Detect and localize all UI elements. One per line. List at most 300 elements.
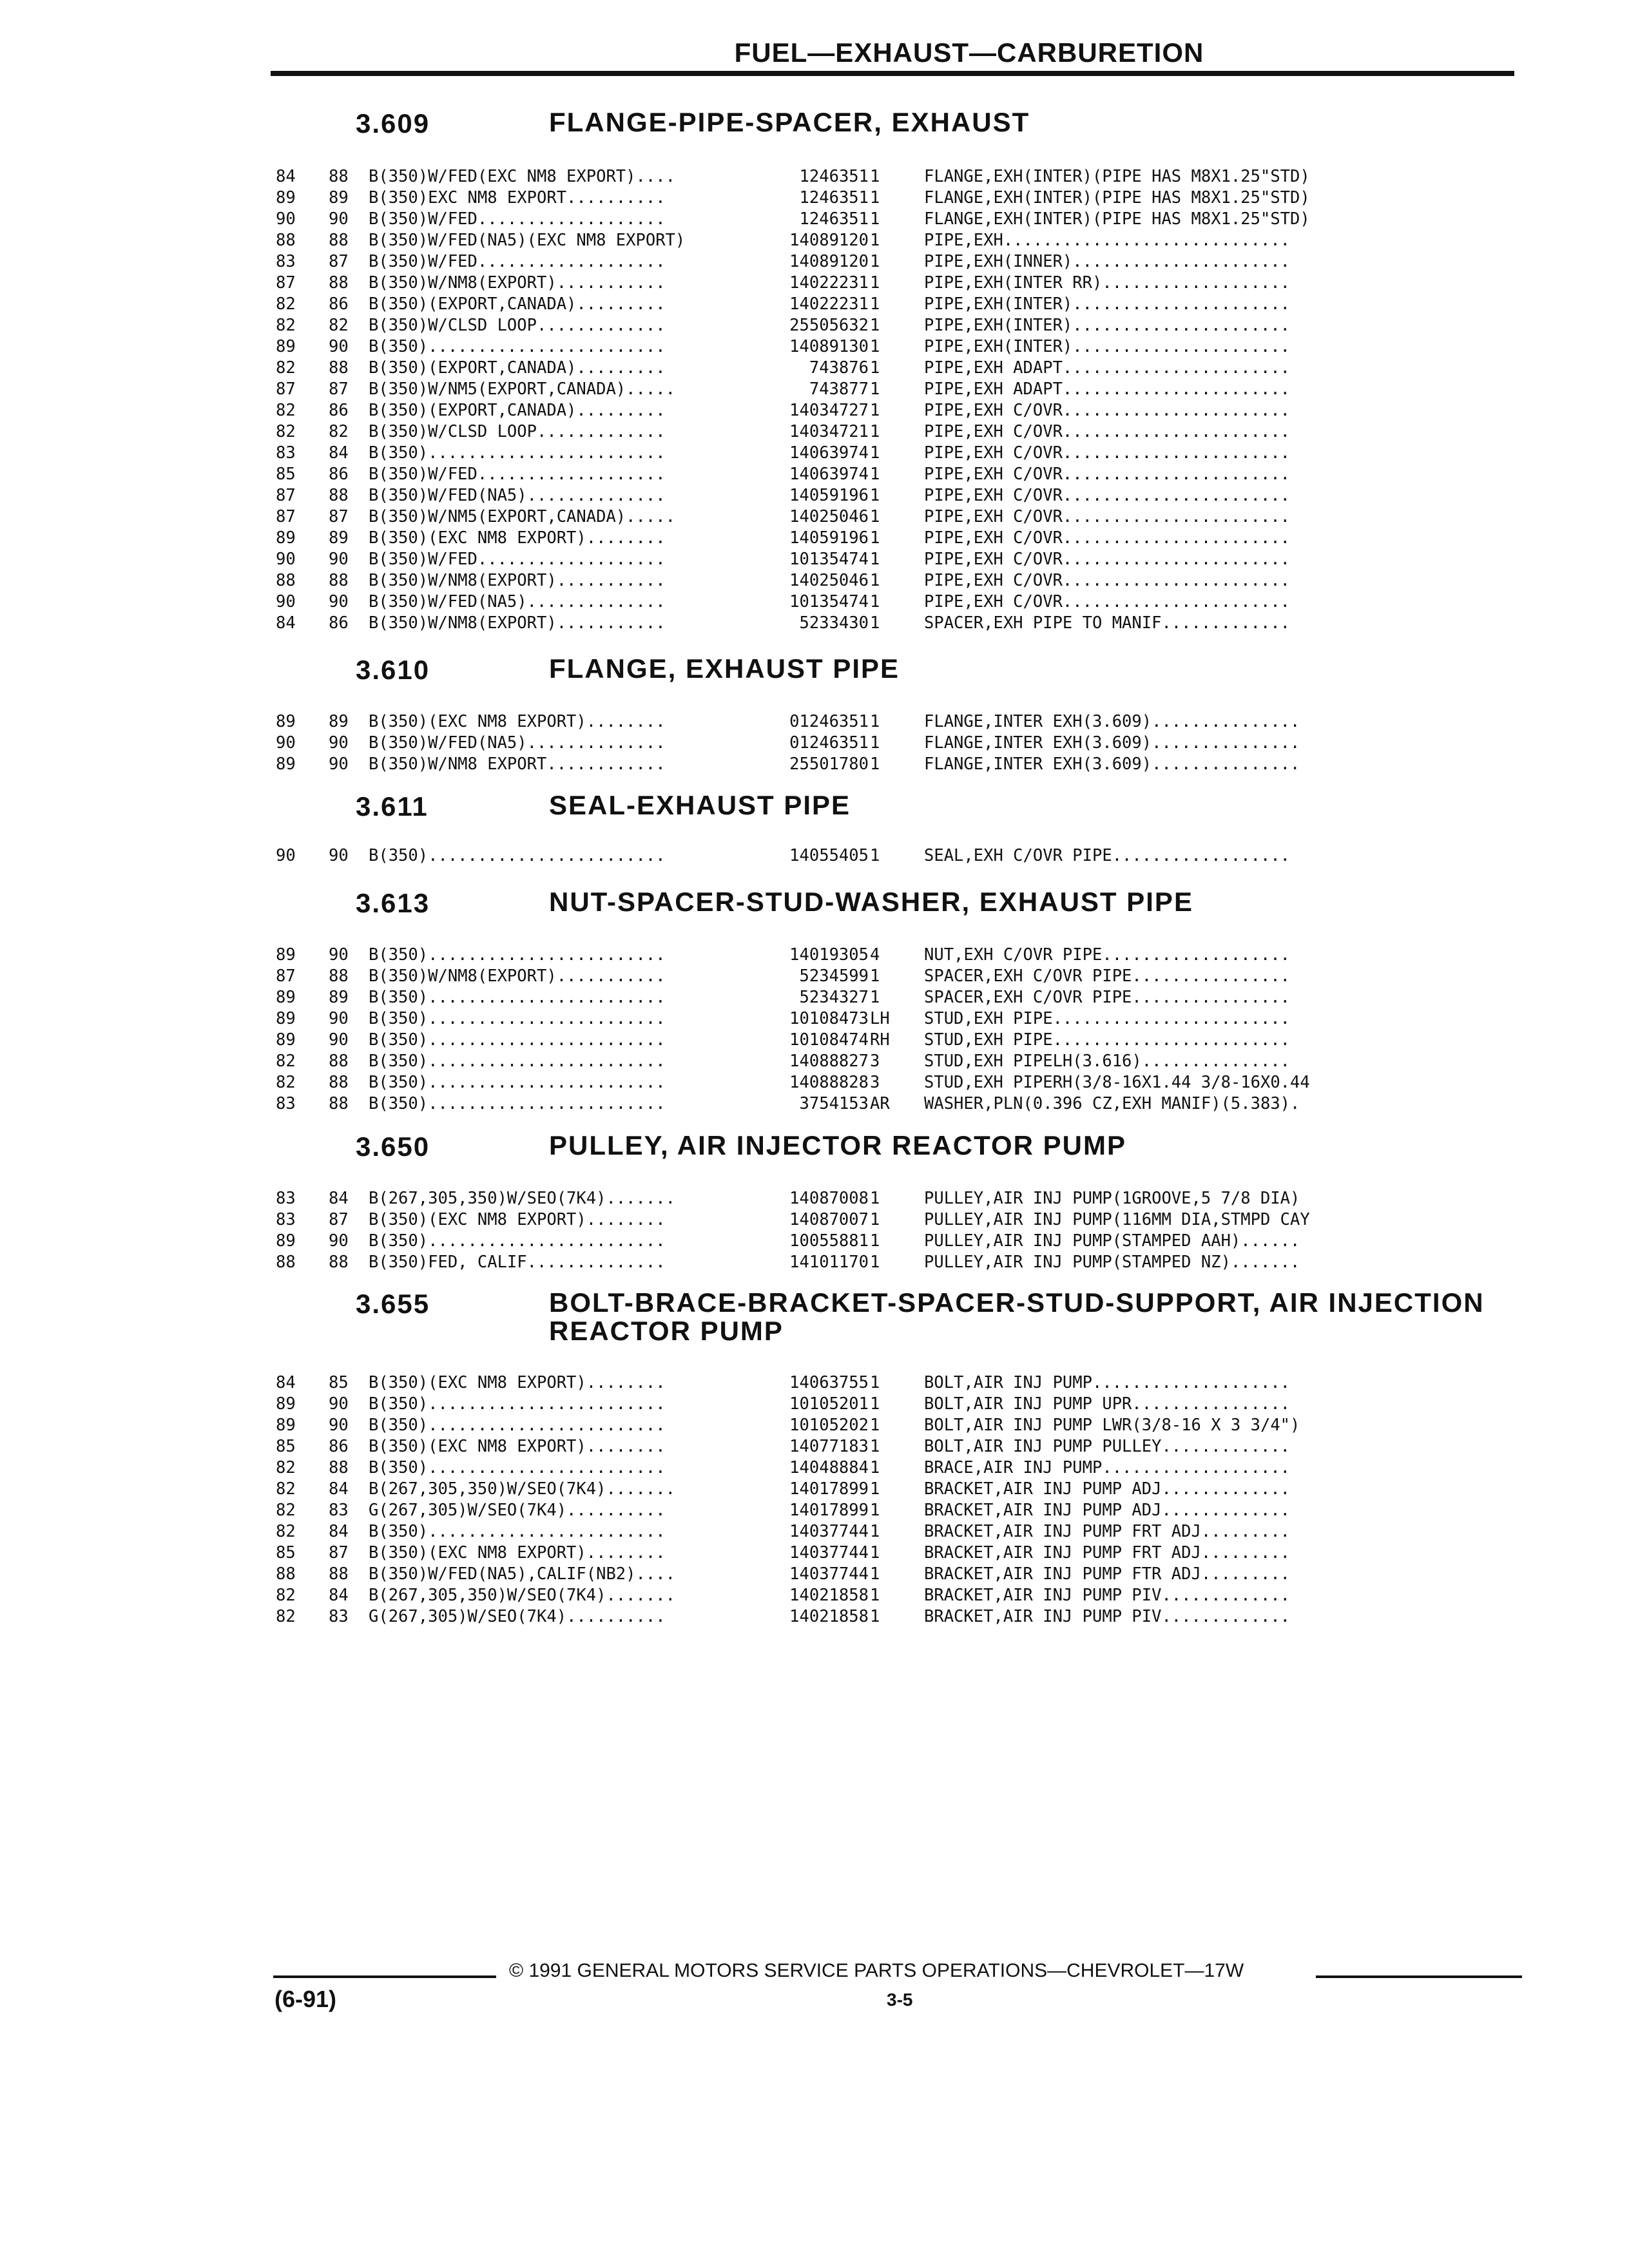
model-year-to: 88 — [329, 571, 349, 590]
part-number: 14037744 — [789, 1543, 869, 1562]
section-number: 3.655 — [356, 1289, 430, 1319]
table-row — [0, 1585, 1629, 1606]
model-year-from: 88 — [276, 571, 296, 590]
model-year-from: 82 — [276, 1522, 296, 1541]
part-number: 14101170 — [789, 1253, 869, 1272]
model-year-from: 87 — [276, 273, 296, 293]
table-row — [0, 506, 1629, 528]
quantity: 1 — [870, 1479, 880, 1499]
part-number: 14021858 — [789, 1586, 869, 1605]
part-number: 14022231 — [789, 294, 869, 314]
model-year-from: 84 — [276, 613, 296, 633]
table-row — [0, 711, 1629, 733]
description: FLANGE,EXH(INTER)(PIPE HAS M8X1.25"STD) — [924, 209, 1310, 229]
description: FLANGE,EXH(INTER)(PIPE HAS M8X1.25"STD) — [924, 167, 1310, 186]
application: B(350)........................ — [369, 1231, 666, 1251]
model-year-to: 86 — [329, 465, 349, 484]
table-row — [0, 1479, 1629, 1500]
description: STUD,EXH PIPE........................ — [924, 1009, 1291, 1028]
description: PIPE,EXH C/OVR....................... — [924, 592, 1291, 611]
footer-date-code: (6-91) — [275, 1986, 337, 2012]
part-number: 10135474 — [789, 550, 869, 569]
quantity: 1 — [870, 754, 880, 774]
model-year-from: 82 — [276, 316, 296, 335]
model-year-from: 90 — [276, 846, 296, 865]
model-year-from: 89 — [276, 1231, 296, 1251]
part-number: 14087008 — [789, 1189, 869, 1208]
table-row — [0, 1521, 1629, 1542]
model-year-to: 86 — [329, 1437, 349, 1456]
application: B(350)W/NM8(EXPORT)........... — [369, 571, 666, 590]
model-year-to: 87 — [329, 507, 349, 526]
model-year-to: 90 — [329, 337, 349, 356]
model-year-to: 90 — [329, 550, 349, 569]
quantity: AR — [870, 1094, 890, 1113]
model-year-from: 88 — [276, 231, 296, 250]
application: B(350)W/NM8(EXPORT)........... — [369, 273, 666, 293]
model-year-to: 86 — [329, 294, 349, 314]
model-year-from: 87 — [276, 507, 296, 526]
part-number: 10135474 — [789, 592, 869, 611]
table-row — [0, 733, 1629, 754]
model-year-from: 84 — [276, 1373, 296, 1392]
model-year-from: 82 — [276, 1479, 296, 1499]
quantity: 1 — [870, 231, 880, 250]
application: B(350)EXC NM8 EXPORT.......... — [369, 188, 666, 207]
quantity: 1 — [870, 1564, 880, 1584]
table-row — [0, 1394, 1629, 1415]
model-year-to: 90 — [329, 754, 349, 774]
section-number: 3.613 — [356, 888, 430, 918]
quantity: 1 — [870, 1543, 880, 1562]
description: PULLEY,AIR INJ PUMP(1GROOVE,5 7/8 DIA) — [924, 1189, 1300, 1208]
model-year-to: 86 — [329, 401, 349, 420]
description: STUD,EXH PIPE........................ — [924, 1030, 1291, 1050]
part-number: 14037744 — [789, 1564, 869, 1584]
model-year-to: 87 — [329, 1210, 349, 1229]
quantity: 3 — [870, 1073, 880, 1092]
application: B(350)(EXC NM8 EXPORT)........ — [369, 1210, 666, 1229]
table-row — [0, 336, 1629, 358]
part-number: 25505632 — [789, 316, 869, 335]
part-number: 1246351 — [799, 188, 869, 207]
quantity: RH — [870, 1030, 890, 1050]
model-year-from: 85 — [276, 1543, 296, 1562]
quantity: 1 — [870, 1394, 880, 1414]
application: B(350)........................ — [369, 988, 666, 1007]
model-year-from: 88 — [276, 1253, 296, 1272]
model-year-from: 89 — [276, 1394, 296, 1414]
part-number: 01246351 — [789, 733, 869, 753]
application: B(350)(EXPORT,CANADA)......... — [369, 358, 666, 378]
table-row — [0, 966, 1629, 987]
description: PULLEY,AIR INJ PUMP(116MM DIA,STMPD CAY — [924, 1210, 1310, 1229]
quantity: 1 — [870, 294, 880, 314]
model-year-to: 90 — [329, 1394, 349, 1414]
model-year-to: 87 — [329, 1543, 349, 1562]
model-year-from: 87 — [276, 486, 296, 505]
part-number: 14059196 — [789, 528, 869, 548]
model-year-to: 84 — [329, 1522, 349, 1541]
section-title: FLANGE, EXHAUST PIPE — [549, 653, 900, 684]
table-row — [0, 1606, 1629, 1628]
model-year-from: 90 — [276, 733, 296, 753]
application: B(350)........................ — [369, 1458, 666, 1477]
application: B(350)(EXPORT,CANADA)......... — [369, 401, 666, 420]
model-year-from: 82 — [276, 1586, 296, 1605]
part-number: 10108473 — [789, 1009, 869, 1028]
model-year-from: 89 — [276, 754, 296, 774]
model-year-to: 90 — [329, 1416, 349, 1435]
description: PIPE,EXH C/OVR....................... — [924, 507, 1291, 526]
table-row — [0, 187, 1629, 209]
application: B(350)........................ — [369, 1052, 666, 1071]
description: BRACKET,AIR INJ PUMP FRT ADJ......... — [924, 1543, 1291, 1562]
quantity: 1 — [870, 337, 880, 356]
application: B(267,305,350)W/SEO(7K4)....... — [369, 1586, 675, 1605]
model-year-from: 89 — [276, 188, 296, 207]
application: B(350)........................ — [369, 945, 666, 965]
description: PIPE,EXH C/OVR....................... — [924, 401, 1291, 420]
part-number: 14037744 — [789, 1522, 869, 1541]
table-row — [0, 443, 1629, 464]
description: FLANGE,EXH(INTER)(PIPE HAS M8X1.25"STD) — [924, 188, 1310, 207]
table-row — [0, 1231, 1629, 1252]
model-year-from: 83 — [276, 252, 296, 271]
model-year-from: 90 — [276, 209, 296, 229]
part-number: 14017899 — [789, 1479, 869, 1499]
application: B(350)(EXC NM8 EXPORT)........ — [369, 712, 666, 731]
model-year-from: 83 — [276, 1210, 296, 1229]
description: PIPE,EXH(INNER)...................... — [924, 252, 1291, 271]
application: B(350)W/FED(NA5).............. — [369, 592, 666, 611]
model-year-to: 86 — [329, 613, 349, 633]
section-number: 3.609 — [356, 108, 430, 139]
application: B(350)W/FED(NA5).............. — [369, 733, 666, 753]
table-row — [0, 1457, 1629, 1479]
description: WASHER,PLN(0.396 CZ,EXH MANIF)(5.383). — [924, 1094, 1300, 1113]
quantity: 1 — [870, 1416, 880, 1435]
description: STUD,EXH PIPELH(3.616)............... — [924, 1052, 1291, 1071]
section-number: 3.611 — [356, 791, 429, 822]
description: PIPE,EXH C/OVR....................... — [924, 422, 1291, 441]
model-year-to: 84 — [329, 1586, 349, 1605]
model-year-to: 90 — [329, 1009, 349, 1028]
page-header-title: FUEL—EXHAUST—CARBURETION — [734, 37, 1204, 68]
table-row — [0, 1252, 1629, 1273]
table-row — [0, 549, 1629, 570]
quantity: LH — [870, 1009, 890, 1028]
description: SPACER,EXH C/OVR PIPE................ — [924, 988, 1291, 1007]
model-year-to: 89 — [329, 188, 349, 207]
application: B(350)W/FED(NA5),CALIF(NB2).... — [369, 1564, 675, 1584]
model-year-to: 83 — [329, 1607, 349, 1626]
quantity: 1 — [870, 571, 880, 590]
model-year-from: 82 — [276, 401, 296, 420]
model-year-from: 89 — [276, 337, 296, 356]
table-row — [0, 273, 1629, 294]
quantity: 1 — [870, 1586, 880, 1605]
part-number: 14022231 — [789, 273, 869, 293]
table-row — [0, 1209, 1629, 1231]
application: B(350)W/NM8(EXPORT)........... — [369, 966, 666, 986]
part-number: 5234327 — [799, 988, 869, 1007]
model-year-from: 82 — [276, 1073, 296, 1092]
application: B(350)W/CLSD LOOP............. — [369, 316, 666, 335]
model-year-to: 88 — [329, 1052, 349, 1071]
quantity: 1 — [870, 528, 880, 548]
table-row — [0, 400, 1629, 421]
description: PIPE,EXH C/OVR....................... — [924, 465, 1291, 484]
section-title: SEAL-EXHAUST PIPE — [549, 790, 851, 820]
description: BOLT,AIR INJ PUMP PULLEY............. — [924, 1437, 1291, 1456]
application: B(350)........................ — [369, 1522, 666, 1541]
quantity: 1 — [870, 1607, 880, 1626]
description: BRACKET,AIR INJ PUMP ADJ............. — [924, 1501, 1291, 1520]
application: B(350)W/FED(NA5)(EXC NM8 EXPORT) — [369, 231, 686, 250]
table-row — [0, 1542, 1629, 1564]
description: BRACKET,AIR INJ PUMP FRT ADJ......... — [924, 1522, 1291, 1541]
model-year-from: 83 — [276, 443, 296, 463]
quantity: 1 — [870, 401, 880, 420]
quantity: 1 — [870, 846, 880, 865]
part-number: 14077183 — [789, 1437, 869, 1456]
model-year-to: 88 — [329, 273, 349, 293]
model-year-to: 90 — [329, 1231, 349, 1251]
model-year-to: 83 — [329, 1501, 349, 1520]
header-rule — [271, 71, 1514, 76]
application: B(350)W/NM5(EXPORT,CANADA)..... — [369, 507, 675, 526]
part-number: 10105201 — [789, 1394, 869, 1414]
part-number: 5234599 — [799, 966, 869, 986]
model-year-from: 82 — [276, 1607, 296, 1626]
description: SPACER,EXH C/OVR PIPE................ — [924, 966, 1291, 986]
description: PULLEY,AIR INJ PUMP(STAMPED NZ)....... — [924, 1253, 1300, 1272]
model-year-from: 87 — [276, 380, 296, 399]
description: STUD,EXH PIPERH(3/8-16X1.44 3/8-16X0.44 — [924, 1073, 1310, 1092]
application: B(350)(EXC NM8 EXPORT)........ — [369, 528, 666, 548]
part-number: 14063974 — [789, 443, 869, 463]
table-row — [0, 591, 1629, 613]
description: PIPE,EXH ADAPT....................... — [924, 358, 1291, 378]
quantity: 1 — [870, 712, 880, 731]
quantity: 1 — [870, 507, 880, 526]
quantity: 1 — [870, 1522, 880, 1541]
quantity: 1 — [870, 358, 880, 378]
model-year-to: 84 — [329, 443, 349, 463]
table-row — [0, 945, 1629, 966]
footer-copyright: © 1991 GENERAL MOTORS SERVICE PARTS OPERATIONS—CHEVROLET—17W — [509, 1960, 1244, 1981]
part-number: 10108474 — [789, 1030, 869, 1050]
model-year-from: 82 — [276, 1052, 296, 1071]
table-row — [0, 1093, 1629, 1115]
model-year-from: 89 — [276, 1030, 296, 1050]
quantity: 1 — [870, 422, 880, 441]
quantity: 1 — [870, 316, 880, 335]
quantity: 1 — [870, 252, 880, 271]
quantity: 1 — [870, 167, 880, 186]
quantity: 1 — [870, 1437, 880, 1456]
application: B(350)W/FED(NA5).............. — [369, 486, 666, 505]
description: SPACER,EXH PIPE TO MANIF............. — [924, 613, 1291, 633]
application: B(350)........................ — [369, 1094, 666, 1113]
part-number: 14089120 — [789, 252, 869, 271]
part-number: 14063974 — [789, 465, 869, 484]
part-number: 14055405 — [789, 846, 869, 865]
table-row — [0, 613, 1629, 634]
description: BRACKET,AIR INJ PUMP PIV............. — [924, 1586, 1291, 1605]
model-year-to: 89 — [329, 988, 349, 1007]
description: PIPE,EXH ADAPT....................... — [924, 380, 1291, 399]
table-row — [0, 464, 1629, 485]
quantity: 4 — [870, 945, 880, 965]
model-year-to: 88 — [329, 358, 349, 378]
description: BOLT,AIR INJ PUMP.................... — [924, 1373, 1291, 1392]
model-year-to: 82 — [329, 316, 349, 335]
model-year-from: 89 — [276, 945, 296, 965]
application: B(350)W/FED................... — [369, 209, 666, 229]
quantity: 1 — [870, 966, 880, 986]
part-number: 25501780 — [789, 754, 869, 774]
model-year-from: 89 — [276, 1009, 296, 1028]
description: BRACKET,AIR INJ PUMP PIV............. — [924, 1607, 1291, 1626]
model-year-to: 84 — [329, 1479, 349, 1499]
model-year-to: 85 — [329, 1373, 349, 1392]
part-number: 10055881 — [789, 1231, 869, 1251]
model-year-from: 85 — [276, 465, 296, 484]
model-year-to: 88 — [329, 1458, 349, 1477]
model-year-from: 90 — [276, 592, 296, 611]
model-year-from: 83 — [276, 1094, 296, 1113]
part-number: 3754153 — [799, 1094, 869, 1113]
footer-rule-right — [1316, 1975, 1522, 1978]
quantity: 1 — [870, 988, 880, 1007]
quantity: 1 — [870, 613, 880, 633]
table-row — [0, 754, 1629, 775]
table-row — [0, 358, 1629, 379]
quantity: 1 — [870, 1253, 880, 1272]
application: B(350)........................ — [369, 443, 666, 463]
table-row — [0, 1564, 1629, 1585]
model-year-to: 90 — [329, 846, 349, 865]
model-year-from: 90 — [276, 550, 296, 569]
model-year-from: 87 — [276, 966, 296, 986]
description: PIPE,EXH............................. — [924, 231, 1291, 250]
table-row — [0, 294, 1629, 315]
table-row — [0, 1051, 1629, 1072]
description: BRACKET,AIR INJ PUMP ADJ............. — [924, 1479, 1291, 1499]
model-year-from: 84 — [276, 167, 296, 186]
part-number: 14088828 — [789, 1073, 869, 1092]
application: B(350)W/FED................... — [369, 465, 666, 484]
model-year-from: 89 — [276, 1416, 296, 1435]
quantity: 1 — [870, 380, 880, 399]
application: B(350)W/FED................... — [369, 252, 666, 271]
part-number: 14059196 — [789, 486, 869, 505]
description: PULLEY,AIR INJ PUMP(STAMPED AAH)...... — [924, 1231, 1300, 1251]
quantity: 1 — [870, 592, 880, 611]
model-year-to: 84 — [329, 1189, 349, 1208]
model-year-to: 88 — [329, 167, 349, 186]
application: B(350)........................ — [369, 1073, 666, 1092]
application: B(267,305,350)W/SEO(7K4)....... — [369, 1189, 675, 1208]
quantity: 1 — [870, 486, 880, 505]
table-row — [0, 1030, 1629, 1051]
quantity: 1 — [870, 1501, 880, 1520]
description: BOLT,AIR INJ PUMP UPR................ — [924, 1394, 1291, 1414]
model-year-from: 88 — [276, 1564, 296, 1584]
part-number: 14034721 — [789, 422, 869, 441]
description: PIPE,EXH C/OVR....................... — [924, 486, 1291, 505]
model-year-to: 88 — [329, 1564, 349, 1584]
table-row — [0, 1372, 1629, 1394]
application: B(350)........................ — [369, 1009, 666, 1028]
description: PIPE,EXH(INTER RR)................... — [924, 273, 1291, 293]
model-year-from: 82 — [276, 1501, 296, 1520]
quantity: 3 — [870, 1052, 880, 1071]
application: B(267,305,350)W/SEO(7K4)....... — [369, 1479, 675, 1499]
part-number: 14019305 — [789, 945, 869, 965]
model-year-to: 89 — [329, 712, 349, 731]
application: B(350)(EXC NM8 EXPORT)........ — [369, 1437, 666, 1456]
part-number: 5233430 — [799, 613, 869, 633]
model-year-from: 82 — [276, 294, 296, 314]
section-number: 3.650 — [356, 1131, 430, 1162]
application: B(350)........................ — [369, 337, 666, 356]
section-title: PULLEY, AIR INJECTOR REACTOR PUMP — [549, 1130, 1126, 1160]
table-row — [0, 845, 1629, 867]
table-row — [0, 230, 1629, 251]
table-row — [0, 987, 1629, 1008]
application: B(350)W/FED................... — [369, 550, 666, 569]
quantity: 1 — [870, 465, 880, 484]
part-number: 743877 — [809, 380, 869, 399]
quantity: 1 — [870, 733, 880, 753]
description: BOLT,AIR INJ PUMP LWR(3/8-16 X 3 3/4") — [924, 1416, 1300, 1435]
application: B(350)........................ — [369, 1030, 666, 1050]
table-row — [0, 1072, 1629, 1093]
application: B(350)W/FED(EXC NM8 EXPORT).... — [369, 167, 675, 186]
model-year-to: 88 — [329, 966, 349, 986]
application: B(350)W/NM5(EXPORT,CANADA)..... — [369, 380, 675, 399]
model-year-to: 87 — [329, 252, 349, 271]
description: FLANGE,INTER EXH(3.609)............... — [924, 712, 1300, 731]
part-number: 14087007 — [789, 1210, 869, 1229]
model-year-to: 88 — [329, 1073, 349, 1092]
table-row — [0, 209, 1629, 230]
application: G(267,305)W/SEO(7K4).......... — [369, 1607, 666, 1626]
part-number: 14025046 — [789, 571, 869, 590]
model-year-to: 82 — [329, 422, 349, 441]
quantity: 1 — [870, 1231, 880, 1251]
description: PIPE,EXH C/OVR....................... — [924, 571, 1291, 590]
section-title: NUT-SPACER-STUD-WASHER, EXHAUST PIPE — [549, 887, 1193, 917]
section-title: FLANGE-PIPE-SPACER, EXHAUST — [549, 107, 1030, 137]
application: B(350)(EXPORT,CANADA)......... — [369, 294, 666, 314]
quantity: 1 — [870, 1210, 880, 1229]
section-title: BOLT-BRACE-BRACKET-SPACER-STUD-SUPPORT, AIR INJECTION REACTOR PUMP — [549, 1287, 1485, 1346]
description: BRACE,AIR INJ PUMP................... — [924, 1458, 1291, 1477]
application: B(350)(EXC NM8 EXPORT)........ — [369, 1543, 666, 1562]
model-year-to: 88 — [329, 1094, 349, 1113]
quantity: 1 — [870, 550, 880, 569]
part-number: 743876 — [809, 358, 869, 378]
part-number: 10105202 — [789, 1416, 869, 1435]
quantity: 1 — [870, 273, 880, 293]
model-year-from: 89 — [276, 528, 296, 548]
application: B(350)W/NM8(EXPORT)........... — [369, 613, 666, 633]
table-row — [0, 528, 1629, 549]
